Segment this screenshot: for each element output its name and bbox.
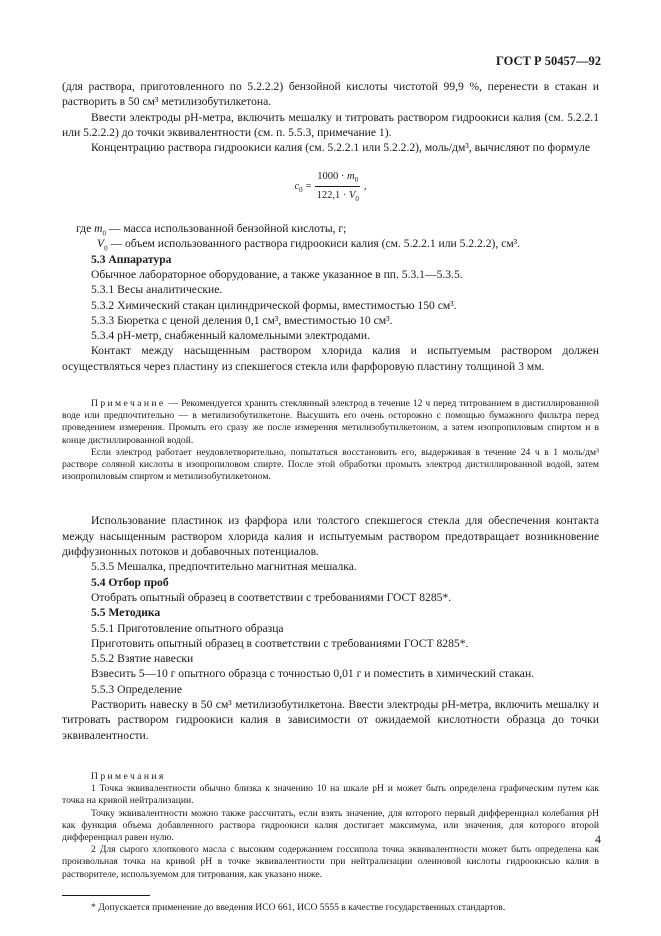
note: Если электрод работает неудовлетворительно, попытаться восстановить его, выдерживая в течение 24 ч в 1 моль/дм³ растворе соляной кислоты в изопропиловом спирте. После этой обработки промыть электрод дистиллированной водой, затем изопропиловым спиртом и метилизобутилкетоном.: [62, 446, 599, 483]
where-m: где $m_0$ — масса использованной бензойной кислоты, г;: [76, 222, 347, 238]
page-content: [62, 79, 599, 914]
list-item: 5.3.5 Мешалка, предпочтительно магнитная мешалка.: [91, 560, 357, 574]
list-item: 5.3.4 pH-метр, снабженный каломельными электродами.: [91, 329, 370, 343]
paragraph: (для раствора, приготовленного по 5.2.2.2) бензойной кислоты чистотой 99,9 %, перенести в стакан и растворить в 50 см³ метилизобутилкетона.: [62, 80, 599, 109]
list-item: 5.3.1 Весы аналитические.: [91, 283, 223, 297]
list-item: 5.5.3 Определение: [91, 682, 182, 696]
note: Примечание — Рекомендуется хранить стеклянный электрод в течение 12 ч перед титрованием в дистиллированной воде или предпочтительно — в метилизобутилкетоне. Высушить его очень осторожно с помощью бумажного фильтра перед проведением измерения. Промыть его сразу же после измерения метилизобутилкетоном, а затем изопропиловым спиртом и в конце дистиллированной водой.: [62, 398, 599, 446]
footnote-divider: [62, 895, 150, 896]
section-title: 5.5 Методика: [91, 606, 161, 620]
formula-equals: =: [305, 180, 312, 192]
note: 2 Для сырого хлопкового масла с высоким содержанием госсипола точка эквивалентности может быть определена как произвольная точка на кривой pH в точке эквивалентности при нейтрализации олеиновой кислоты гидроокисью калия в растворителе, используемом для титрования, как указано ниже.: [62, 844, 599, 880]
page-number: 4: [595, 832, 601, 846]
note-block: [62, 398, 599, 483]
paragraph: Ввести электроды pH-метра, включить мешалку и титровать раствором гидроокиси калия (см. 5.2.2.1 или 5.2.2.2) до точки эквивалентности (см. п. 5.5.3, примечание 1).: [62, 110, 599, 139]
formula-tail: ,: [363, 180, 367, 192]
notes-block: [62, 771, 599, 881]
paragraph: Приготовить опытный образец в соответствии с требованиями ГОСТ 8285*.: [91, 636, 469, 650]
note: 1 Точка эквивалентности обычно близка к значению 10 на шкале pH и может быть определена графическим путем как точка на кривой нейтрализации.: [62, 783, 599, 807]
section-title: 5.4 Отбор проб: [91, 575, 169, 589]
footnote: * Допускается применение до введения ИСО 661, ИСО 5555 в качестве государственных стандартов.: [91, 901, 506, 913]
page-header: ГОСТ Р 50457—92: [495, 54, 601, 68]
paragraph: Концентрацию раствора гидроокиси калия (см. 5.2.2.1 или 5.2.2.2), моль/дм³, вычисляют по формуле: [91, 141, 591, 155]
formula-lhs: $c_0$: [294, 180, 303, 194]
paragraph: Растворить навеску в 50 см³ метилизобутилкетона. Ввести электроды pH-метра, включить мешалку и титровать раствором гидроокиси калия в зависимости от ожидаемой кислотности образца до точки эквивалентности.: [62, 698, 599, 742]
notes-label: Примечания: [91, 770, 166, 782]
section-title: 5.3 Аппаратура: [91, 252, 172, 266]
list-item: 5.3.3 Бюретка с ценой деления 0,1 см³, вместимостью 10 см³.: [91, 313, 393, 327]
where-v: $V_0$ — объем использованного раствора гидроокиси калия (см. 5.2.2.1 или 5.2.2.2), см³.: [97, 237, 521, 253]
formula: [62, 169, 599, 203]
paragraph: Контакт между насыщенным раствором хлорида калия и испытуемым раствором должен осуществляться через пластину из спекшегося стекла или фарфоровую пластину толщиной 3 мм.: [62, 344, 599, 373]
paragraph: Взвесить 5—10 г опытного образца с точностью 0,01 г и поместить в химический стакан.: [91, 667, 535, 681]
formula-fraction: [315, 169, 361, 203]
paragraph: Отобрать опытный образец в соответствии с требованиями ГОСТ 8285*.: [91, 590, 452, 604]
list-item: 5.5.1 Приготовление опытного образца: [91, 621, 284, 635]
paragraph: Обычное лабораторное оборудование, а также указанное в пп. 5.3.1—5.3.5.: [91, 267, 463, 281]
note: Точку эквивалентности можно также рассчитать, если взять значение, для которого первый дифференциал колебания pH как функция объема добавленного раствора гидроокиси калия достигает максимума, или значения, для которого второй дифференциал равен нулю.: [62, 807, 599, 843]
list-item: 5.5.2 Взятие навески: [91, 652, 194, 666]
formula-numerator: $1000 \cdot m_0$: [315, 169, 360, 186]
paragraph: Использование пластинок из фарфора или толстого спекшегося стекла для обеспечения контакта между насыщенным раствором хлорида калия и испытуемым раствором предотвращает возникновение диффузионных потоков и добавочных потенциалов.: [62, 514, 599, 559]
formula-denominator: $122,1 \cdot V_0$: [316, 189, 359, 203]
list-item: 5.3.2 Химический стакан цилиндрической формы, вместимостью 150 см³.: [91, 298, 457, 312]
